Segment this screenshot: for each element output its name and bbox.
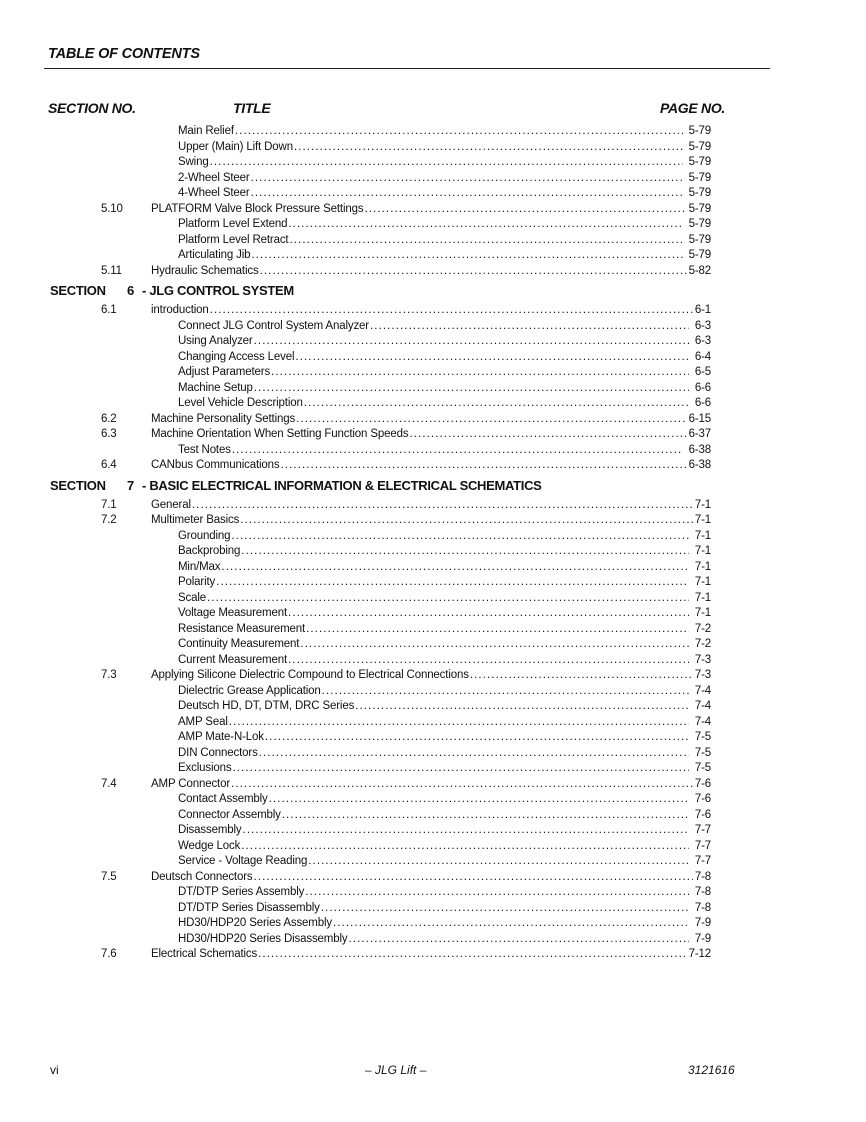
dot-leader <box>228 715 689 731</box>
section-heading[interactable] <box>0 474 866 498</box>
toc-entry-line <box>178 715 711 731</box>
toc-entry-number: 6.3 <box>101 428 117 440</box>
dot-leader <box>270 365 689 381</box>
toc-entry-title: Resistance Measurement <box>178 622 306 635</box>
toc-entry[interactable] <box>0 171 866 187</box>
dot-leader <box>250 248 682 264</box>
dot-leader <box>209 303 693 319</box>
toc-entry-number: 5.11 <box>101 264 122 277</box>
dot-leader <box>231 443 683 459</box>
toc-entry[interactable] <box>0 529 866 545</box>
dot-leader <box>299 637 688 653</box>
toc-entry-title: HD30/HDP20 Series Assembly <box>178 917 332 929</box>
dot-leader <box>250 186 683 202</box>
toc-entry-title: Machine Personality Settings <box>151 412 296 425</box>
toc-entry[interactable] <box>0 606 866 622</box>
dot-leader <box>230 777 693 793</box>
column-header-section: SECTION NO. <box>48 100 136 116</box>
toc-entry-page: 5-79 <box>688 140 711 153</box>
toc-entry-line <box>151 264 711 280</box>
toc-entry-line <box>151 513 711 529</box>
toc-entry-line <box>178 171 711 187</box>
toc-entry-page: 7-7 <box>694 839 711 852</box>
toc-entry-number: 7.1 <box>101 498 117 511</box>
dot-leader <box>206 591 689 607</box>
toc-entry-page: 7-4 <box>694 700 711 712</box>
toc-entry-line <box>151 412 711 428</box>
toc-entry-title: introduction <box>151 304 209 316</box>
dot-leader <box>369 319 689 335</box>
toc-entry[interactable] <box>0 217 866 233</box>
toc-entry-line <box>178 544 711 560</box>
toc-entry[interactable] <box>0 901 866 917</box>
dot-leader <box>303 396 689 412</box>
toc-entry-title: Main Relief <box>178 125 234 137</box>
toc-entry[interactable] <box>0 792 866 808</box>
toc-entry[interactable] <box>0 303 866 319</box>
toc-entry-line <box>178 560 711 576</box>
column-header-page: PAGE NO. <box>660 100 726 116</box>
toc-entry-page: 5-79 <box>688 156 711 168</box>
toc-entry-page: 7-1 <box>694 591 711 604</box>
toc-entry-line <box>178 529 711 545</box>
dot-leader <box>258 746 689 762</box>
toc-entry-line <box>151 202 711 218</box>
toc-entry-title: Deutsch Connectors <box>151 870 253 883</box>
footer-doc-number: 3121616 <box>688 1063 735 1077</box>
toc-entry[interactable] <box>0 653 866 669</box>
toc-entry-page: 6-4 <box>694 350 711 363</box>
toc-entry-page: 7-1 <box>694 545 711 557</box>
toc-entry-line <box>178 140 711 156</box>
toc-entry-title: Upper (Main) Lift Down <box>178 140 293 153</box>
toc-entry-line <box>178 916 711 932</box>
dot-leader <box>293 140 683 156</box>
toc-entry-page: 7-1 <box>694 576 711 588</box>
toc-entry-line <box>178 792 711 808</box>
toc-entry[interactable] <box>0 233 866 249</box>
toc-entry-page: 7-2 <box>694 638 711 650</box>
toc-entry-title: Platform Level Retract <box>178 233 289 246</box>
toc-entry[interactable] <box>0 746 866 762</box>
toc-entry-page: 7-8 <box>694 901 711 914</box>
dot-leader <box>240 544 689 560</box>
toc-entry[interactable] <box>0 947 866 963</box>
toc-entry[interactable] <box>0 264 866 280</box>
toc-entry-line <box>178 839 711 855</box>
toc-entry-title: Applying Silicone Dielectric Compound to Electrical Connections <box>151 669 469 681</box>
toc-entry-title: Polarity <box>178 576 216 588</box>
toc-entry-line <box>178 233 711 249</box>
toc-entry-line <box>178 637 711 653</box>
toc-entry-line <box>178 684 711 700</box>
toc-entry-title: PLATFORM Valve Block Pressure Settings <box>151 202 364 215</box>
toc-entry-title: HD30/HDP20 Series Disassembly <box>178 932 348 945</box>
toc-entry-page: 6-6 <box>694 381 711 394</box>
dot-leader <box>257 947 686 963</box>
toc-entry-title: Electrical Schematics <box>151 948 258 960</box>
toc-entry-page: 7-12 <box>688 948 711 960</box>
toc-entry-title: DT/DTP Series Disassembly <box>178 901 320 914</box>
toc-entry-line <box>178 901 711 917</box>
toc-entry-page: 7-4 <box>694 684 711 697</box>
toc-entry-page: 5-79 <box>688 171 711 184</box>
toc-entry-number: 7.3 <box>101 669 117 681</box>
toc-entry-line <box>178 854 711 870</box>
toc-entry-title: Machine Setup <box>178 381 253 394</box>
toc-entry-title: Changing Access Level <box>178 350 295 363</box>
toc-entry[interactable] <box>0 155 866 171</box>
toc-entry-title: Articulating Jib <box>178 249 251 261</box>
toc-entry-line <box>178 443 711 459</box>
toc-entry-page: 6-5 <box>694 366 711 378</box>
section-heading-title: - BASIC ELECTRICAL INFORMATION & ELECTRICAL SCHEMATICS <box>142 477 542 493</box>
toc-entry-line <box>151 458 711 474</box>
toc-entry-number: 7.4 <box>101 777 117 790</box>
toc-entry-line <box>151 947 711 963</box>
dot-leader <box>240 839 689 855</box>
toc-entry[interactable] <box>0 319 866 335</box>
toc-entry-title: Connector Assembly <box>178 808 281 821</box>
toc-entry-title: Min/Max <box>178 560 221 573</box>
toc-entry[interactable] <box>0 668 866 684</box>
toc-entry-line <box>178 932 711 948</box>
toc-entry-title: AMP Connector <box>151 777 231 790</box>
toc-list <box>0 124 866 963</box>
toc-entry[interactable] <box>0 777 866 793</box>
toc-entry-title: Deutsch HD, DT, DTM, DRC Series <box>178 700 355 712</box>
toc-entry[interactable] <box>0 544 866 560</box>
dot-leader <box>307 854 689 870</box>
toc-entry-page: 6-3 <box>694 319 711 332</box>
toc-entry-line <box>151 427 711 443</box>
section-heading-label: SECTION <box>50 283 106 298</box>
toc-entry-page: 6-38 <box>688 443 711 456</box>
footer-publisher: – JLG Lift – <box>365 1063 427 1077</box>
toc-entry[interactable] <box>0 427 866 443</box>
dot-leader <box>280 458 687 474</box>
toc-entry-page: 7-6 <box>694 793 711 805</box>
toc-entry-title: Disassembly <box>178 824 242 836</box>
toc-entry-number: 5.10 <box>101 202 123 215</box>
toc-entry-page: 7-3 <box>694 653 711 666</box>
dot-leader <box>253 381 689 397</box>
toc-entry[interactable] <box>0 575 866 591</box>
column-header-title: TITLE <box>233 100 271 116</box>
toc-entry-title: DT/DTP Series Assembly <box>178 886 305 898</box>
toc-entry-line <box>178 653 711 669</box>
toc-entry-title: 4-Wheel Steer <box>178 187 250 199</box>
toc-entry-title: Grounding <box>178 529 231 542</box>
toc-entry-page: 6-15 <box>688 412 711 425</box>
toc-entry-page: 7-4 <box>694 715 711 728</box>
toc-entry-title: DIN Connectors <box>178 746 258 759</box>
toc-entry-title: Adjust Parameters <box>178 366 271 378</box>
toc-entry[interactable] <box>0 513 866 529</box>
dot-leader <box>294 350 688 366</box>
toc-entry-title: Contact Assembly <box>178 793 268 805</box>
dot-leader <box>469 668 693 684</box>
section-heading[interactable] <box>0 279 866 303</box>
dot-leader <box>320 901 689 917</box>
toc-entry-page: 5-82 <box>688 264 711 277</box>
toc-entry[interactable] <box>0 932 866 948</box>
toc-entry[interactable] <box>0 684 866 700</box>
toc-entry-page: 7-1 <box>694 529 711 542</box>
toc-entry-title: Exclusions <box>178 762 232 774</box>
toc-entry-number: 7.6 <box>101 948 117 960</box>
toc-entry-line <box>151 870 711 886</box>
dot-leader <box>305 622 689 638</box>
toc-entry[interactable] <box>0 730 866 746</box>
toc-entry[interactable] <box>0 350 866 366</box>
section-heading-number: 6 <box>127 283 134 298</box>
toc-entry-line <box>178 365 711 381</box>
toc-entry[interactable] <box>0 396 866 412</box>
toc-entry-line <box>178 699 711 715</box>
toc-entry-line <box>178 808 711 824</box>
dot-leader <box>348 932 689 948</box>
toc-entry-title: AMP Seal <box>178 715 228 728</box>
toc-entry-number: 7.2 <box>101 514 117 526</box>
toc-entry-line <box>178 186 711 202</box>
toc-entry-title: Current Measurement <box>178 653 287 666</box>
toc-entry-line <box>178 885 711 901</box>
toc-entry-page: 6-1 <box>694 304 711 316</box>
toc-entry-page: 7-1 <box>694 607 711 619</box>
toc-entry-page: 6-6 <box>694 397 711 409</box>
toc-entry[interactable] <box>0 334 866 350</box>
toc-entry[interactable] <box>0 365 866 381</box>
toc-entry-title: Service - Voltage Reading <box>178 855 308 867</box>
dot-leader <box>268 792 689 808</box>
dot-leader <box>239 513 693 529</box>
dot-leader <box>259 264 687 280</box>
dot-leader <box>288 233 682 249</box>
toc-entry-title: 2-Wheel Steer <box>178 171 250 184</box>
dot-leader <box>354 699 689 715</box>
toc-entry-page: 5-79 <box>688 249 711 261</box>
toc-entry[interactable] <box>0 443 866 459</box>
dot-leader <box>304 885 689 901</box>
toc-entry-title: Using Analyzer <box>178 335 253 347</box>
toc-entry-page: 6-37 <box>688 428 711 440</box>
toc-entry[interactable] <box>0 870 866 886</box>
toc-entry-line <box>178 575 711 591</box>
toc-entry-title: General <box>151 498 191 511</box>
toc-entry[interactable] <box>0 715 866 731</box>
toc-entry-title: Multimeter Basics <box>151 514 240 526</box>
toc-entry-line <box>151 303 711 319</box>
page-header-title: TABLE OF CONTENTS <box>48 46 200 62</box>
toc-entry-line <box>151 777 711 793</box>
section-heading-number: 7 <box>127 477 134 493</box>
toc-entry-line <box>178 761 711 777</box>
toc-entry-title: Backprobing <box>178 545 241 557</box>
toc-entry[interactable] <box>0 202 866 218</box>
toc-entry[interactable] <box>0 458 866 474</box>
toc-entry-page: 7-5 <box>694 746 711 759</box>
dot-leader <box>287 606 689 622</box>
dot-leader <box>287 217 682 233</box>
dot-leader <box>220 560 688 576</box>
toc-entry[interactable] <box>0 248 866 264</box>
toc-entry-line <box>151 498 711 514</box>
dot-leader <box>242 823 689 839</box>
toc-entry-line <box>178 155 711 171</box>
toc-entry-line <box>178 217 711 233</box>
toc-entry-page: 7-9 <box>694 917 711 929</box>
dot-leader <box>408 427 686 443</box>
dot-leader <box>191 498 693 514</box>
dot-leader <box>321 684 689 700</box>
toc-entry-number: 6.1 <box>101 304 117 316</box>
toc-entry-line <box>178 622 711 638</box>
toc-entry-title: Level Vehicle Description <box>178 397 303 409</box>
toc-entry-title: Dielectric Grease Application <box>178 684 321 697</box>
dot-leader <box>234 124 683 140</box>
dot-leader <box>230 529 688 545</box>
toc-entry-number: 6.4 <box>101 459 117 471</box>
toc-entry[interactable] <box>0 622 866 638</box>
toc-entry-title: CANbus Communications <box>151 459 280 471</box>
toc-entry-page: 7-8 <box>694 870 711 883</box>
toc-entry[interactable] <box>0 839 866 855</box>
toc-entry-page: 7-6 <box>694 777 711 790</box>
dot-leader <box>281 808 689 824</box>
toc-entry[interactable] <box>0 560 866 576</box>
toc-entry-title: Hydraulic Schematics <box>151 264 259 277</box>
toc-entry-line <box>178 396 711 412</box>
dot-leader <box>209 155 683 171</box>
toc-entry-title: AMP Mate-N-Lok <box>178 731 264 743</box>
toc-entry-title: Scale <box>178 591 207 604</box>
toc-entry[interactable] <box>0 885 866 901</box>
toc-entry-page: 7-9 <box>694 932 711 945</box>
toc-entry-page: 5-79 <box>688 125 711 137</box>
toc-entry[interactable] <box>0 498 866 514</box>
dot-leader <box>295 412 686 428</box>
toc-entry-title: Platform Level Extend <box>178 218 288 230</box>
header-rule <box>44 68 770 69</box>
toc-entry-page: 5-79 <box>688 187 711 199</box>
dot-leader <box>250 171 683 187</box>
dot-leader <box>264 730 689 746</box>
toc-entry-page: 7-1 <box>694 498 711 511</box>
toc-entry-line <box>178 606 711 622</box>
toc-entry[interactable] <box>0 591 866 607</box>
toc-entry-page: 7-3 <box>694 669 711 681</box>
dot-leader <box>332 916 689 932</box>
toc-entry-page: 7-7 <box>694 855 711 867</box>
toc-entry[interactable] <box>0 808 866 824</box>
toc-entry[interactable] <box>0 854 866 870</box>
dot-leader <box>231 761 688 777</box>
dot-leader <box>363 202 686 218</box>
toc-entry[interactable] <box>0 124 866 140</box>
toc-entry-page: 7-7 <box>694 824 711 836</box>
section-heading-label: SECTION <box>50 477 106 493</box>
toc-entry-page: 7-5 <box>694 731 711 743</box>
toc-entry-number: 7.5 <box>101 870 117 883</box>
dot-leader <box>253 870 693 886</box>
dot-leader <box>287 653 689 669</box>
toc-entry-number: 6.2 <box>101 412 117 425</box>
toc-entry-title: Swing <box>178 156 209 168</box>
toc-entry-title: Continuity Measurement <box>178 638 300 650</box>
toc-entry-page: 5-79 <box>688 218 711 230</box>
footer-page-number: vi <box>50 1063 59 1077</box>
dot-leader <box>253 334 689 350</box>
toc-entry[interactable] <box>0 140 866 156</box>
toc-entry-title: Voltage Measurement <box>178 607 288 619</box>
toc-entry-line <box>178 591 711 607</box>
toc-entry-page: 7-6 <box>694 808 711 821</box>
toc-entry-line <box>178 746 711 762</box>
toc-entry-page: 5-79 <box>688 202 711 215</box>
toc-entry-line <box>178 248 711 264</box>
toc-entry[interactable] <box>0 761 866 777</box>
toc-entry[interactable] <box>0 823 866 839</box>
toc-entry-page: 7-8 <box>694 886 711 898</box>
toc-entry[interactable] <box>0 412 866 428</box>
toc-entry[interactable] <box>0 637 866 653</box>
toc-entry-line <box>178 319 711 335</box>
toc-entry-title: Connect JLG Control System Analyzer <box>178 319 369 332</box>
toc-entry-page: 7-2 <box>694 622 711 635</box>
toc-entry-title: Test Notes <box>178 443 231 456</box>
toc-entry-page: 5-79 <box>688 233 711 246</box>
toc-entry[interactable] <box>0 186 866 202</box>
dot-leader <box>215 575 689 591</box>
toc-entry-line <box>178 823 711 839</box>
toc-entry-page: 6-3 <box>694 335 711 347</box>
toc-entry[interactable] <box>0 916 866 932</box>
toc-entry-title: Machine Orientation When Setting Function Speeds <box>151 428 409 440</box>
toc-entry-title: Wedge Lock <box>178 839 241 852</box>
toc-entry-page: 7-1 <box>694 560 711 573</box>
toc-entry-page: 7-1 <box>694 514 711 526</box>
toc-entry[interactable] <box>0 381 866 397</box>
toc-entry-line <box>178 350 711 366</box>
section-heading-title: - JLG CONTROL SYSTEM <box>142 283 294 298</box>
toc-entry[interactable] <box>0 699 866 715</box>
toc-entry-page: 7-5 <box>694 762 711 774</box>
toc-entry-line <box>178 334 711 350</box>
toc-entry-line <box>151 668 711 684</box>
toc-entry-line <box>178 730 711 746</box>
toc-entry-page: 6-38 <box>688 459 711 471</box>
toc-entry-line <box>178 381 711 397</box>
toc-entry-line <box>178 124 711 140</box>
